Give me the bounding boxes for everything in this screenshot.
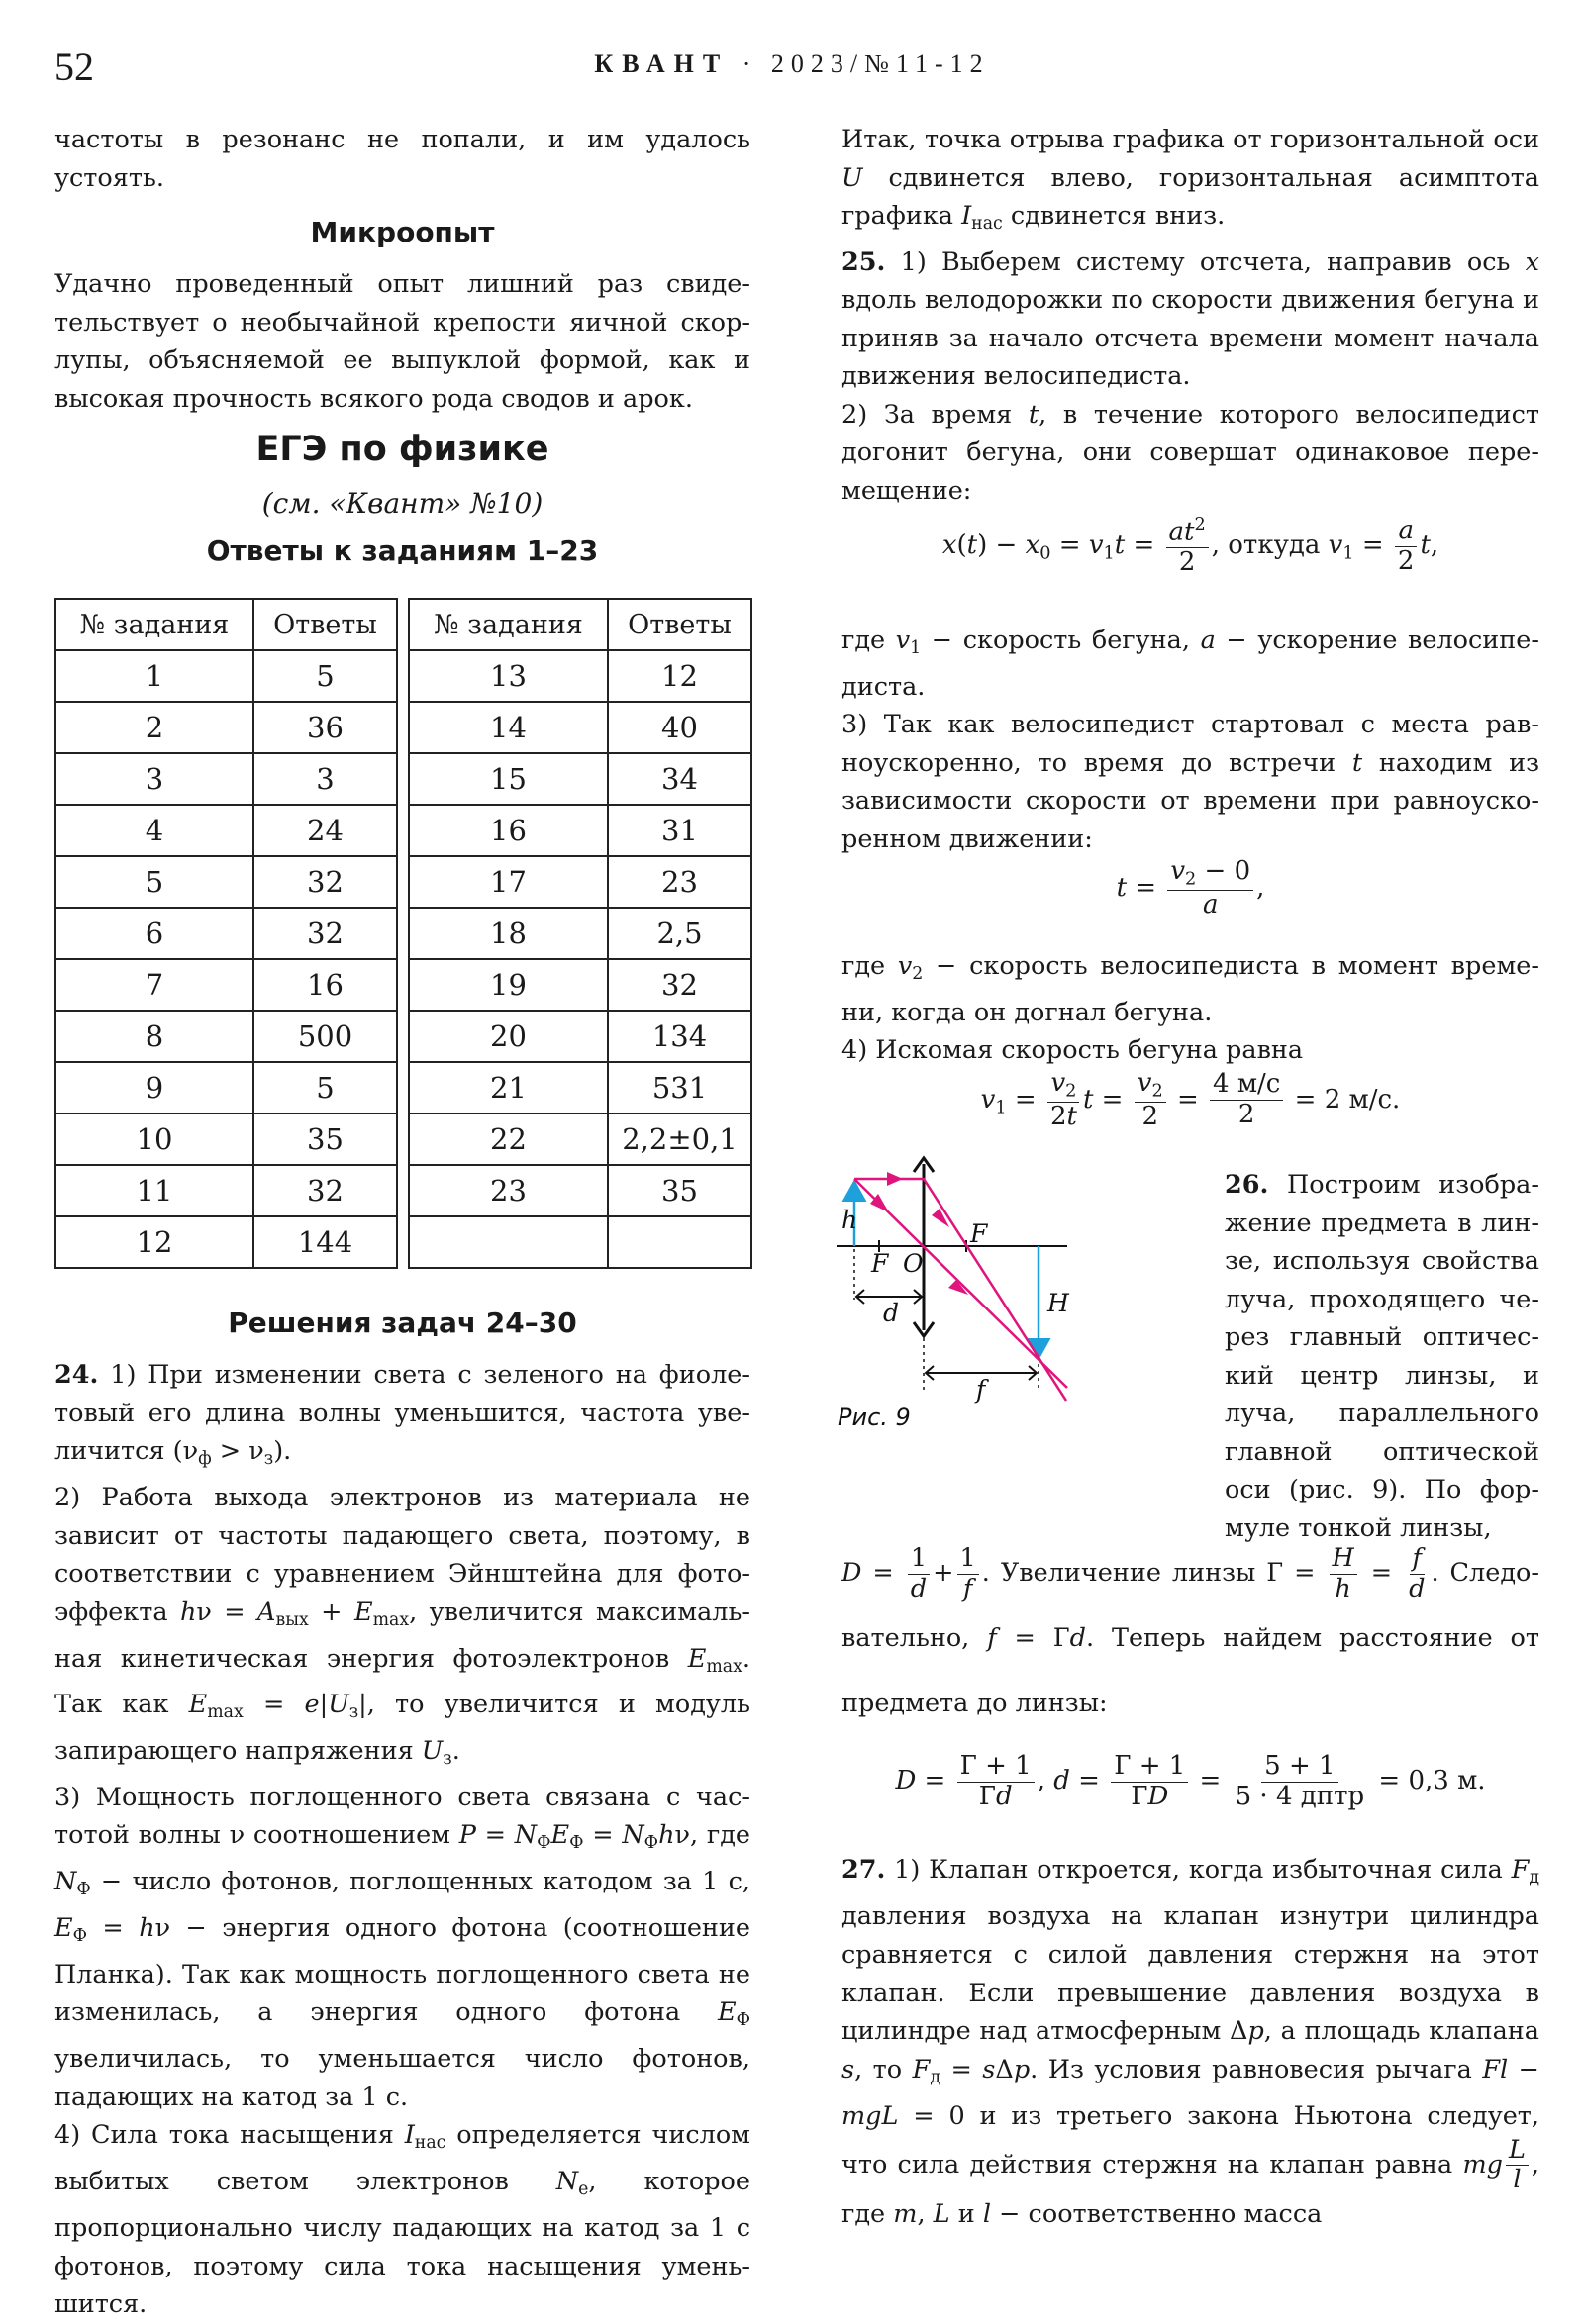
numerator: [1506, 2136, 1529, 2166]
math-var: d: [910, 1573, 928, 1603]
math-var: v: [1137, 1068, 1152, 1098]
subscript: max: [207, 1702, 244, 1723]
subscript: вых: [275, 1609, 309, 1630]
solution-25-part1: [842, 121, 1539, 510]
table-header-row: [409, 599, 751, 650]
math-var: p: [1247, 2016, 1264, 2047]
cell-answer: 40: [608, 702, 751, 753]
paragraph: 26. Построим изображение предмета в линзе, используя свойства луча, проходящего через главный оптический центр линзы, и луча, параллельного главной оптической оси (рис. 9). По формуле тонкой линзы,: [1225, 1170, 1539, 1543]
cell-answer: 35: [253, 1114, 397, 1165]
cell-answer: 32: [253, 908, 397, 959]
table-row: [409, 908, 751, 959]
intro-paragraph: [54, 121, 750, 197]
math-var: p: [1013, 2055, 1031, 2085]
denominator: 5 · 4 дптр: [1235, 1781, 1365, 1811]
formula-displacement: [842, 515, 1539, 578]
paragraph: где $v_2$ − скорость велосипедиста в момент времени, когда он догнал бегуна.: [842, 951, 1539, 1027]
cell-answer: 500: [253, 1011, 397, 1062]
denominator: 2: [1397, 545, 1415, 576]
table-row: [409, 650, 751, 702]
denominator: 2: [1141, 1101, 1158, 1131]
cell-task-number: [409, 1216, 608, 1268]
table-row: [55, 753, 397, 805]
math-var: v: [1088, 531, 1104, 561]
section-heading-ege: ЕГЭ по физике: [255, 430, 549, 469]
paragraph: 27. 1) Клапан откроется, когда избыточная сила $F_д$ давления воздуха на клапан изнутри цилиндра сравняется с силой давления стержня на этот клапан. Если превышение давления воздуха в цилиндре над атмосферным Δp, а площадь клапана s, то $F_д = s\Delta p$. Из условия равновесия рычага Fl − mgL = 0 и из третьего закона Ньютона следует, что сила действия стержня на клапан равна mg $\frac{L}{l}$ , где m, L и l − соответственно масса: [842, 1855, 1540, 2229]
paragraph: 2) За время t, в течение которого велосипедист догонит бегуна, они совершат одинаковое перемещение:: [842, 399, 1539, 506]
math-var: v: [980, 1084, 996, 1114]
solution-24: [54, 1356, 750, 2324]
subscript: 1: [910, 638, 922, 659]
cell-task-number: 4: [55, 805, 253, 856]
math-var: F: [912, 2055, 931, 2085]
cell-answer: 35: [608, 1165, 751, 1216]
cell-task-number: 14: [409, 702, 608, 753]
math-var: x: [1525, 246, 1539, 277]
math-var: N: [622, 1820, 644, 1851]
math-var: h: [139, 1913, 155, 1944]
cell-answer: 36: [253, 702, 397, 753]
subscript: e: [578, 2179, 589, 2200]
paragraph: 24. 1) При изменении света с зеленого на фиолетовый его длина волны уменьшится, частота увеличится $(\nu_ф > \nu_з)$.: [54, 1360, 750, 1470]
numerator: [1135, 1069, 1166, 1103]
journal-title: КВАНТ: [594, 49, 730, 78]
paragraph: $v_1$ = $\frac{v_2}{2t}$ t = $\frac{v_2}{2}$ = $\frac{4 м/с}{2}$ = 2 м/с.: [980, 1068, 1401, 1131]
math-var: U: [421, 1736, 444, 1767]
denominator: [908, 1575, 930, 1603]
denominator: Гd: [978, 1781, 1013, 1811]
column-header-answer: Ответы: [253, 599, 397, 650]
cell-task-number: 18: [409, 908, 608, 959]
numerator: [1047, 1069, 1079, 1103]
paragraph: где $v_1$ − скорость бегуна, a − ускорение велосипедиста.: [842, 626, 1539, 702]
cell-task-number: 16: [409, 805, 608, 856]
problem-number: 24.: [54, 1360, 99, 1390]
math-var: D: [1147, 1781, 1169, 1811]
numerator: $v_2 - 0$: [1167, 857, 1253, 891]
math-var: x: [1025, 531, 1040, 561]
math-var: D: [895, 1766, 917, 1796]
table-row: [55, 702, 397, 753]
math-var: f: [962, 1573, 973, 1603]
math-var: at: [1168, 517, 1195, 547]
denominator: [1510, 2166, 1524, 2194]
fraction: [1506, 2136, 1529, 2195]
cell-answer: 2,5: [608, 908, 751, 959]
cell-task-number: 6: [55, 908, 253, 959]
math-var: s: [842, 2055, 855, 2085]
subscript: з: [443, 1749, 452, 1770]
cell-answer: 32: [253, 1165, 397, 1216]
denominator: 2: [1178, 547, 1196, 578]
fraction: [1167, 857, 1253, 920]
math-var: E: [188, 1690, 208, 1720]
table-row: [55, 650, 397, 702]
paragraph: 4) Сила тока насыщения $I_{нас}$ определяется числом выбитых светом электронов $N_e$, которое пропорционально числу падающих на катод за 1 с фотонов, поэтому сила тока насыщения уменьшится.: [54, 2120, 751, 2320]
fraction: [1135, 1069, 1166, 1132]
label-h: h: [842, 1206, 858, 1234]
math-var: v: [1328, 531, 1343, 561]
microexperiment-paragraph: [54, 265, 750, 418]
header-separator: ·: [729, 49, 771, 78]
denominator: [1406, 1575, 1428, 1603]
math-var: E: [54, 1913, 73, 1944]
math-var: H: [1332, 1543, 1354, 1574]
subscript: д: [1529, 1868, 1539, 1888]
cell-answer: 5: [253, 650, 397, 702]
cell-task-number: 13: [409, 650, 608, 702]
math-var: m: [893, 2198, 918, 2229]
paragraph: t = $\frac{v_2 - 0}{a}$ ,: [1116, 856, 1265, 920]
paragraph: 4) Искомая скорость бегуна равна: [842, 1035, 1304, 1066]
table-row: [55, 959, 397, 1011]
lens-diagram: [832, 1138, 1099, 1445]
numerator: [1166, 515, 1209, 548]
cell-answer: 531: [608, 1062, 751, 1114]
cell-task-number: 22: [409, 1114, 608, 1165]
math-var: t: [1066, 1101, 1077, 1131]
table-row: [55, 1062, 397, 1114]
denominator: ГD: [1131, 1781, 1169, 1811]
subscript: Ф: [537, 1833, 551, 1854]
running-header: [0, 49, 1584, 79]
cell-answer: 32: [608, 959, 751, 1011]
math-var: s: [982, 2055, 996, 2085]
math-var: U: [842, 162, 863, 193]
subscript: 2: [1065, 1081, 1077, 1102]
cell-answer: 34: [608, 753, 751, 805]
fraction: [1233, 1752, 1368, 1812]
math-var: t: [1116, 872, 1128, 903]
cell-answer: 31: [608, 805, 751, 856]
fraction: [1210, 1070, 1283, 1130]
cell-answer: 5: [253, 1062, 397, 1114]
issue-number: 2023/№11-12: [770, 49, 990, 78]
math-var: F: [1511, 1855, 1530, 1885]
math-var: l: [982, 2198, 991, 2229]
math-var: mgL: [842, 2101, 899, 2132]
figure-caption: Рис. 9: [838, 1404, 911, 1431]
paragraph: Удачно проведенный опыт лишний раз свидетельствует о необычайной крепости яичной скорлупы, объясняемой ее выпуклой формой, как и высокая прочность всякого рода сводов и арок.: [54, 269, 750, 414]
math-var: E: [550, 1820, 570, 1851]
paragraph: $x(t) - x_0 = v_1t$ = $\frac{at^2}{2}$ , откуда $v_1$ = $\frac{a}{2}$ t,: [941, 515, 1439, 578]
paragraph: D = $\frac{1}{d}$ + $\frac{1}{f}$ . Увеличение линзы Г = $\frac{H}{h}$ = $\frac{f}{d}$ . Следовательно, f = Гd. Теперь найдем расстояние от предмета до линзы:: [842, 1543, 1540, 1718]
subscript: з: [263, 1449, 274, 1470]
cell-task-number: 9: [55, 1062, 253, 1114]
subscript: Ф: [569, 1833, 584, 1854]
label-f: f: [976, 1375, 986, 1404]
answers-table-right: [408, 598, 752, 1269]
cell-task-number: 5: [55, 856, 253, 908]
math-var: t: [1420, 531, 1431, 561]
cell-task-number: 21: [409, 1062, 608, 1114]
math-var: t: [1351, 747, 1363, 778]
column-header-answer: Ответы: [608, 599, 751, 650]
math-var: f: [1412, 1543, 1422, 1574]
table-row: [55, 1114, 397, 1165]
table-row: [55, 1011, 397, 1062]
math-var: N: [54, 1867, 77, 1897]
cell-task-number: 8: [55, 1011, 253, 1062]
paragraph: D = $\frac{Г + 1}{Гd}$ , d = $\frac{Г + 1}{ГD}$ = $\frac{5 + 1}{\text{5 · 4 дптр}}$ = 0,3 м.: [895, 1751, 1486, 1811]
math-var: d: [1069, 1623, 1086, 1653]
math-var: E: [353, 1597, 373, 1627]
answers-heading: Ответы к заданиям 1–23: [206, 534, 599, 567]
problem-number: 25.: [842, 246, 886, 277]
math-var: d: [995, 1781, 1013, 1811]
denominator: [1200, 891, 1222, 920]
solutions-heading: Решения задач 24–30: [228, 1307, 577, 1339]
cell-answer: 144: [253, 1216, 397, 1268]
numerator: Г + 1: [1111, 1752, 1188, 1783]
math-var: L: [933, 2198, 950, 2229]
subscript: 0: [1040, 543, 1051, 564]
cell-task-number: 1: [55, 650, 253, 702]
fraction: [1330, 1544, 1357, 1603]
math-var: t: [1028, 399, 1040, 430]
solution-25-part2: [842, 622, 1539, 858]
math-var: A: [257, 1597, 276, 1627]
cell-answer: 3: [253, 753, 397, 805]
paragraph: 2) Работа выхода электронов из материала не зависит от частоты падающего света, поэтому, в соответствии с уравнением Эйнштейна для фотоэффекта $h\nu = A_{вых} + E_{max}$, увеличится максимальная кинетическая энергия фотоэлектронов $E_{max}$. Так как $E_{max} = e|U_з|$, то увеличится и модуль запирающего напряжения $U_з$.: [54, 1482, 750, 1770]
table-row: [409, 1216, 751, 1268]
cell-answer: 23: [608, 856, 751, 908]
math-var: d: [1409, 1573, 1426, 1603]
cell-task-number: 7: [55, 959, 253, 1011]
math-var: a: [1200, 626, 1216, 655]
solution-27: [842, 1851, 1539, 2233]
subscript: ф: [198, 1449, 212, 1470]
math-var: D: [842, 1558, 862, 1588]
math-var: N: [514, 1820, 538, 1851]
fraction: [1395, 517, 1418, 577]
subscript: д: [930, 2068, 940, 2088]
cell-answer: 16: [253, 959, 397, 1011]
paragraph: 25. 1) Выберем систему отсчета, направив ось x вдоль велодорожки по скорости движения бегуна и приняв за начало отсчета времени момент начала движения велосипедиста.: [842, 246, 1539, 392]
page-number: 52: [54, 45, 94, 89]
subscript: Ф: [644, 1833, 659, 1854]
table-row: [409, 1011, 751, 1062]
subscript: Ф: [72, 1926, 88, 1947]
formula-time: [842, 857, 1539, 920]
cell-answer: 12: [608, 650, 751, 702]
fraction: [957, 1544, 979, 1603]
solution-26-part2: [842, 1540, 1539, 1736]
math-var: h: [658, 1820, 675, 1851]
paragraph: 3) Так как велосипедист стартовал с места равноускоренно, то время до встречи t находим из зависимости скорости от времени при равноускоренном движении:: [842, 710, 1539, 854]
fraction: [1166, 515, 1209, 578]
table-row: [409, 702, 751, 753]
math-var: v: [895, 626, 911, 655]
subscript: max: [706, 1656, 742, 1677]
math-var: a: [1398, 515, 1414, 545]
math-var: a: [1202, 889, 1219, 920]
math-var: t: [1114, 531, 1126, 561]
subscript: 2: [912, 964, 924, 985]
table-row: [55, 1216, 397, 1268]
fraction: [957, 1752, 1035, 1812]
math-var: I: [961, 201, 972, 231]
math-var: t: [966, 531, 978, 561]
table-row: [55, 1165, 397, 1216]
cell-task-number: 12: [55, 1216, 253, 1268]
label-focus-right: F: [970, 1219, 988, 1248]
math-var: E: [717, 1997, 737, 2028]
answers-table-left: [54, 598, 398, 1269]
table-row: [55, 856, 397, 908]
cell-task-number: 2: [55, 702, 253, 753]
cell-task-number: 11: [55, 1165, 253, 1216]
problem-number: 26.: [1225, 1170, 1269, 1200]
table-row: [409, 1114, 751, 1165]
cell-answer: 134: [608, 1011, 751, 1062]
table-row: [409, 753, 751, 805]
column-header-task: № задания: [55, 599, 253, 650]
problem-number: 27.: [842, 1855, 886, 1885]
math-var: N: [555, 2167, 579, 2197]
label-center-o: O: [903, 1249, 924, 1278]
cell-answer: 32: [253, 856, 397, 908]
subscript: 1: [995, 1098, 1007, 1118]
subscript: Ф: [736, 2010, 750, 2031]
label-d: d: [883, 1299, 900, 1327]
math-var: t: [1082, 1084, 1094, 1114]
math-var: x: [941, 531, 957, 561]
fraction: [908, 1544, 930, 1603]
subscript: 1: [1342, 543, 1354, 564]
table-row: [409, 805, 751, 856]
denominator: [1332, 1575, 1353, 1603]
subscript: з: [348, 1702, 359, 1723]
math-var: v: [1050, 1068, 1066, 1098]
table-row: [409, 1165, 751, 1216]
solution-26-part1: [1225, 1166, 1539, 1547]
math-var: U: [328, 1690, 349, 1720]
table-row: [409, 1062, 751, 1114]
section-heading-microexperiment: Микроопыт: [310, 216, 495, 248]
math-var: L: [1508, 2134, 1526, 2165]
math-var: f: [987, 1623, 997, 1653]
paragraph: 3) Мощность поглощенного света связана с частотой волны ν соотношением $P = N_ФE_Ф = N_Фh\nu$, где $N_Ф$ − число фотонов, поглощенных катодом за 1 с, $E_Ф = h\nu$ − энергия одного фотона (соотношение Планка). Так как мощность поглощенного света не изменилась, а энергия одного фотона $E_Ф$ увеличилась, то уменьшается число фотонов, падающих на катод за 1 с.: [54, 1782, 751, 2112]
numerator: 1: [957, 1544, 979, 1574]
subscript: 2: [1185, 869, 1197, 890]
math-var: Fl: [1482, 2055, 1509, 2085]
ray-arrow-icon: [932, 1209, 949, 1227]
numerator: [1410, 1544, 1425, 1574]
paragraph: Итак, точка отрыва графика от горизонтальной оси U сдвинется влево, горизонтальная асимптота графика $I_{нас}$ сдвинется вниз.: [842, 125, 1539, 235]
math-var: I: [404, 2120, 415, 2151]
math-var: d: [1053, 1766, 1070, 1796]
table-row: [55, 908, 397, 959]
subscript: 1: [1103, 543, 1115, 564]
subscript: нас: [414, 2133, 446, 2154]
math-var: P: [458, 1820, 476, 1851]
numerator: [1395, 517, 1417, 547]
fraction: [1047, 1069, 1080, 1132]
numerator: [1330, 1544, 1357, 1574]
math-var: l: [1513, 2165, 1522, 2195]
label-image-height: H: [1047, 1289, 1069, 1317]
math-var: h: [1335, 1573, 1351, 1603]
label-focus-left: F: [871, 1249, 889, 1278]
table-header-row: [55, 599, 397, 650]
denominator: 2t: [1049, 1101, 1077, 1131]
table-row: [55, 805, 397, 856]
table-row: [409, 856, 751, 908]
subscript: max: [372, 1609, 410, 1630]
ray-arrow-icon: [887, 1172, 903, 1186]
subscript: Ф: [76, 1880, 91, 1900]
math-var: E: [687, 1643, 707, 1674]
fraction: [1406, 1544, 1428, 1603]
formula-distance: [842, 1752, 1539, 1812]
cell-task-number: 17: [409, 856, 608, 908]
solution-25-part3: [842, 947, 1539, 1070]
cell-task-number: 10: [55, 1114, 253, 1165]
cell-task-number: 19: [409, 959, 608, 1011]
superscript: 2: [1194, 515, 1206, 534]
numerator: Г + 1: [957, 1752, 1035, 1783]
numerator: 4 м/с: [1210, 1070, 1283, 1101]
denominator: 2: [1238, 1100, 1255, 1130]
math-var: mg: [1462, 2149, 1503, 2179]
cell-task-number: 15: [409, 753, 608, 805]
column-header-task: № задания: [409, 599, 608, 650]
subscript: 2: [1151, 1081, 1163, 1102]
math-var: v: [1170, 856, 1186, 886]
paragraph: частоты в резонанс не попали, и им удалось устоять.: [54, 125, 750, 193]
subscript: нас: [971, 214, 1003, 235]
math-var: h: [179, 1597, 197, 1627]
formula-runner-speed: [842, 1069, 1539, 1132]
math-var: e: [304, 1690, 320, 1720]
numerator: 1: [908, 1544, 930, 1574]
cell-task-number: 23: [409, 1165, 608, 1216]
cell-answer: [608, 1216, 751, 1268]
table-row: [409, 959, 751, 1011]
cell-task-number: 20: [409, 1011, 608, 1062]
cell-task-number: 3: [55, 753, 253, 805]
numerator: 5 + 1: [1261, 1752, 1337, 1783]
denominator: [960, 1575, 975, 1603]
ege-reference: (см. «Квант» №10): [261, 487, 544, 520]
fraction: [1111, 1752, 1188, 1812]
cell-answer: 2,2±0,1: [608, 1114, 751, 1165]
math-var: v: [897, 951, 913, 981]
cell-answer: 24: [253, 805, 397, 856]
